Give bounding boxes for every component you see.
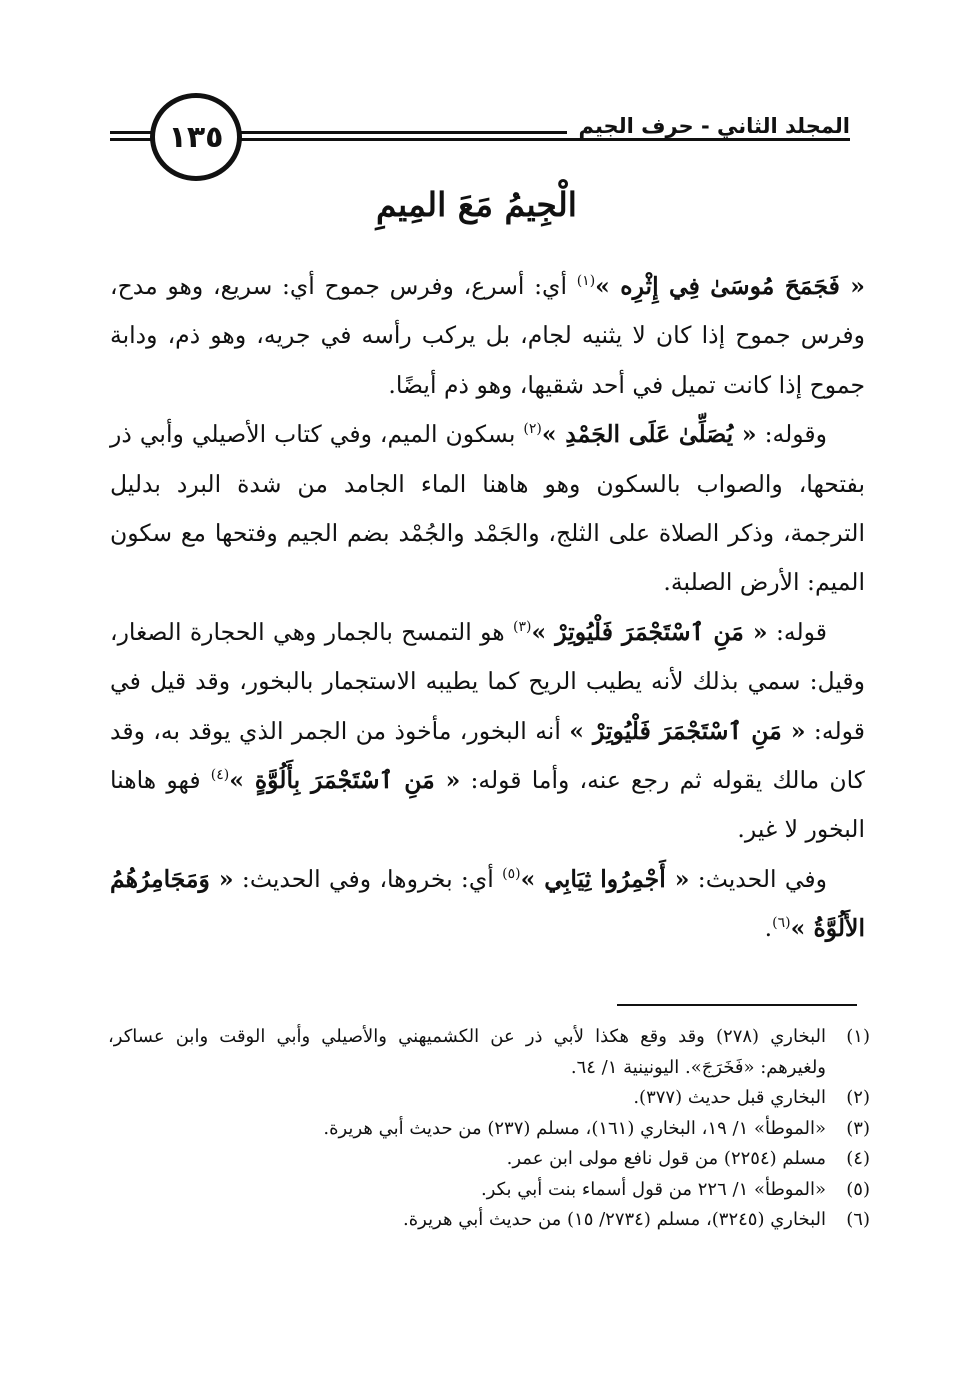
footnote-separator — [617, 1004, 857, 1006]
footnote — [108, 1205, 870, 1236]
footnote-text: «الموطأ» ١/ ٢٢٦ من قول أسماء بنت أبي بكر. — [480, 1178, 826, 1200]
quote: « أَجْمِرُوا ثِيَابِي » — [520, 864, 690, 893]
footnote-number: (٦) — [846, 1209, 870, 1230]
footnote-text: مسلم (٢٢٥٤) من قول نافع مولى ابن عمر. — [506, 1148, 826, 1169]
footnote-number: (٣) — [846, 1117, 870, 1139]
main-text — [110, 262, 865, 954]
text-run: أي: بخروها، وفي الحديث: — [233, 864, 503, 893]
quote: « مَنِ ٱسْتَجْمَرَ بِأَلُوَّةٍ » — [229, 766, 461, 795]
quote: « يُصَلِّىٰ عَلَى الجَمْدِ » — [541, 420, 757, 449]
text-run: فهو هاهنا البخور لا غير. — [110, 766, 865, 844]
text-run: هو التمسح بالجمار وهي الحجارة الصغار، وقيل: سمي بذلك لأنه يطيب الريح كما يطيبه الاستجمار بالبخور، وقد قيل في قوله: — [110, 617, 865, 745]
footnotes — [108, 1022, 870, 1236]
footnote-ref: (٥) — [502, 865, 521, 882]
footnote — [108, 1083, 870, 1114]
footnote — [108, 1144, 870, 1175]
page-number: ١٣٥ — [168, 119, 224, 155]
text-run: وقوله: — [756, 420, 827, 449]
paragraph-3 — [110, 608, 865, 855]
paragraph-2 — [110, 410, 865, 608]
footnote-text: البخاري (٣٢٤٥)، مسلم (٢٧٣٤/ ١٥) من حديث أبي هريرة. — [402, 1209, 826, 1230]
running-title: المجلد الثاني - حرف الجيم — [567, 114, 850, 138]
header-rule-left-bottom — [110, 138, 150, 141]
footnote-ref: (٤) — [210, 767, 230, 784]
footnote-ref: (٦) — [772, 915, 791, 932]
footnote-ref: (١) — [576, 273, 596, 289]
text-run: وفي الحديث: — [689, 864, 827, 893]
quote: « مَنِ ٱسْتَجْمَرَ فَلْيُوتِرْ » — [569, 716, 806, 745]
footnote-text: «الموطأ» ١/ ١٩، البخاري (١٦١)، مسلم (٢٣٧) من حديث أبي هريرة. — [323, 1117, 826, 1139]
running-header — [110, 88, 850, 178]
paragraph-1 — [110, 262, 865, 410]
paragraph-4 — [110, 855, 865, 954]
page-number-badge — [150, 93, 242, 181]
footnote-text: البخاري (٢٧٨) وقد وقع هكذا لأبي ذر عن الكشميهني والأصيلي وأبي الوقت وابن عساكر، ولغيرهم: «فَخَرَجَ». اليونينية ١/ ٦٤. — [108, 1026, 827, 1078]
text-run: أي: أسرع، وفرس جموح أي: سريع، وهو مدح، وفرس جموح إذا كان لا يثنيه لجام، بل يركب رأسه في جريه، وهو ذم، ودابة جموح إذا كانت تميل في أحد شقيها، وهو ذم أيضًا. — [110, 272, 865, 399]
footnote-ref: (٣) — [512, 618, 532, 635]
footnote — [108, 1022, 870, 1083]
text-run: أنه البخور، مأخوذ من الجمر الذي يوقد به، وقد كان مالك يقوله ثم رجع عنه، وأما قوله: — [110, 716, 865, 795]
text-run: . — [764, 914, 773, 943]
header-rule-left-top — [110, 131, 150, 134]
footnote-number: (٢) — [846, 1087, 870, 1108]
footnote-text: البخاري قبل حديث (٣٧٧). — [633, 1087, 826, 1108]
text-run: بسكون الميم، وفي كتاب الأصيلي وأبي ذر بفتحها، والصواب بالسكون وهو هاهنا الماء الجامد من شدة البرد بدليل الترجمة، وذكر الصلاة على الثلج، والجَمْد والجُمْد بضم الجيم وفتحها مع سكون الميم: الأرض الصلبة. — [110, 420, 865, 597]
quote: « مَنِ ٱسْتَجْمَرَ فَلْيُوتِرْ » — [531, 617, 768, 646]
footnote-number: (١) — [846, 1026, 870, 1047]
footnote-number: (٤) — [846, 1148, 870, 1169]
footnote-number: (٥) — [846, 1178, 870, 1200]
footnote-ref: (٢) — [523, 421, 542, 438]
footnote — [108, 1114, 870, 1145]
quote: « وَمَجَامِرُهُمُ الأَلُوَّةُ » — [110, 864, 865, 943]
text-run: قوله: — [767, 617, 827, 646]
quote: « فَجَمَحَ مُوسَىٰ فِي إِثْرِه » — [595, 272, 865, 300]
footnote — [108, 1175, 870, 1206]
header-rule-bottom — [150, 138, 850, 141]
section-title: الْجِيمُ مَعَ المِيمِ — [376, 185, 577, 224]
